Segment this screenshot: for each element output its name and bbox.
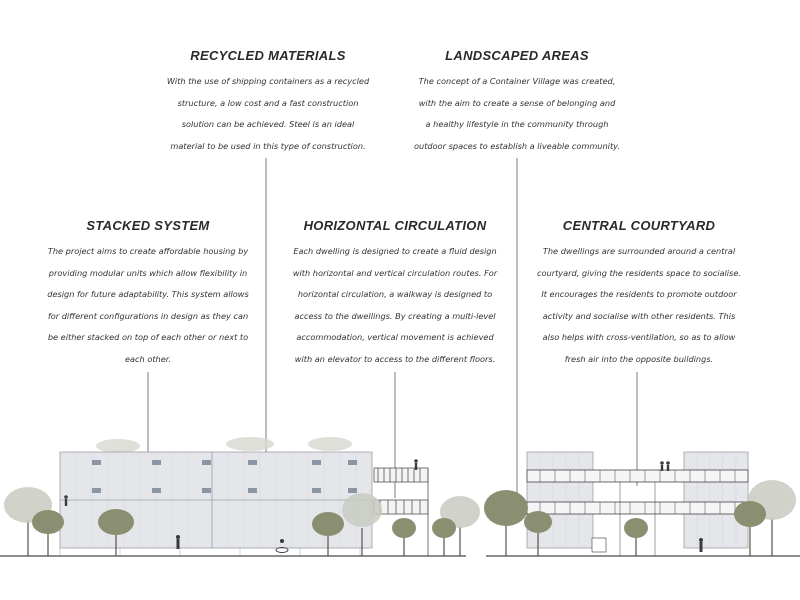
text-line: with an elevator to access to the different floors.: [294, 353, 496, 364]
text-line: The dwellings are surrounded around a central: [542, 246, 736, 256]
text-line: with horizontal and vertical circulation routes. For: [292, 267, 498, 278]
text-line: courtyard, giving the residents space to socialise.: [537, 267, 741, 278]
central-courtyard-title: CENTRAL COURTYARD: [562, 218, 716, 233]
text-line: activity and socialise with other residents. This: [542, 310, 736, 321]
text-line: also helps with cross-ventilation, so as to allow: [542, 332, 736, 342]
horizontal-circulation-block: [283, 218, 507, 370]
text-line: design for future adaptability. This system allows: [47, 289, 249, 299]
landscaped-areas-text: [400, 71, 634, 157]
text-line: structure, a low cost and a fast construction: [177, 97, 359, 108]
stacked-system-title: STACKED SYSTEM: [86, 218, 210, 233]
central-courtyard-block: [527, 218, 751, 370]
text-line: accommodation, vertical movement is achieved: [296, 332, 494, 342]
text-line: access to the dwellings. By creating a multi-level: [294, 310, 496, 321]
courtyard-buildings: [527, 452, 748, 556]
horizontal-circulation-text: [283, 241, 507, 370]
central-courtyard-text: [527, 241, 751, 370]
text-line: material to be used in this type of construction.: [170, 140, 366, 151]
stacked-system-block: [36, 218, 260, 370]
text-line: The project aims to create affordable housing by: [47, 246, 249, 256]
text-line: be either stacked on top of each other or next to: [47, 332, 249, 342]
recycled-materials-text: [150, 71, 386, 157]
landscaped-areas-block: [400, 48, 634, 157]
text-line: solution can be achieved. Steel is an ideal: [181, 119, 355, 129]
recycled-materials-block: [150, 48, 386, 157]
text-line: with the aim to create a sense of belonging and: [418, 97, 616, 108]
text-line: The concept of a Container Village was created,: [418, 76, 616, 86]
text-line: providing modular units which allow flexibility in: [48, 267, 248, 278]
text-line: a healthy lifestyle in the community through: [425, 119, 609, 129]
text-line: fresh air into the opposite buildings.: [564, 353, 714, 364]
landscaped-areas-title: LANDSCAPED AREAS: [445, 48, 589, 63]
text-line: each other.: [124, 353, 171, 364]
text-line: With the use of shipping containers as a recycled: [166, 76, 370, 86]
roof-foliage: [96, 437, 352, 453]
text-line: horizontal circulation, a walkway is designed to: [297, 289, 493, 299]
left-building: [60, 452, 372, 556]
text-line: Each dwelling is designed to create a fluid design: [293, 246, 497, 256]
text-line: outdoor spaces to establish a liveable community.: [414, 140, 620, 151]
stacked-system-text: [36, 241, 260, 370]
text-line: for different configurations in design as they can: [47, 310, 249, 321]
text-line: It encourages the residents to promote outdoor: [541, 289, 737, 299]
recycled-materials-title: RECYCLED MATERIALS: [190, 48, 346, 63]
walkway-structure: [374, 468, 428, 556]
horizontal-circulation-title: HORIZONTAL CIRCULATION: [303, 218, 487, 233]
